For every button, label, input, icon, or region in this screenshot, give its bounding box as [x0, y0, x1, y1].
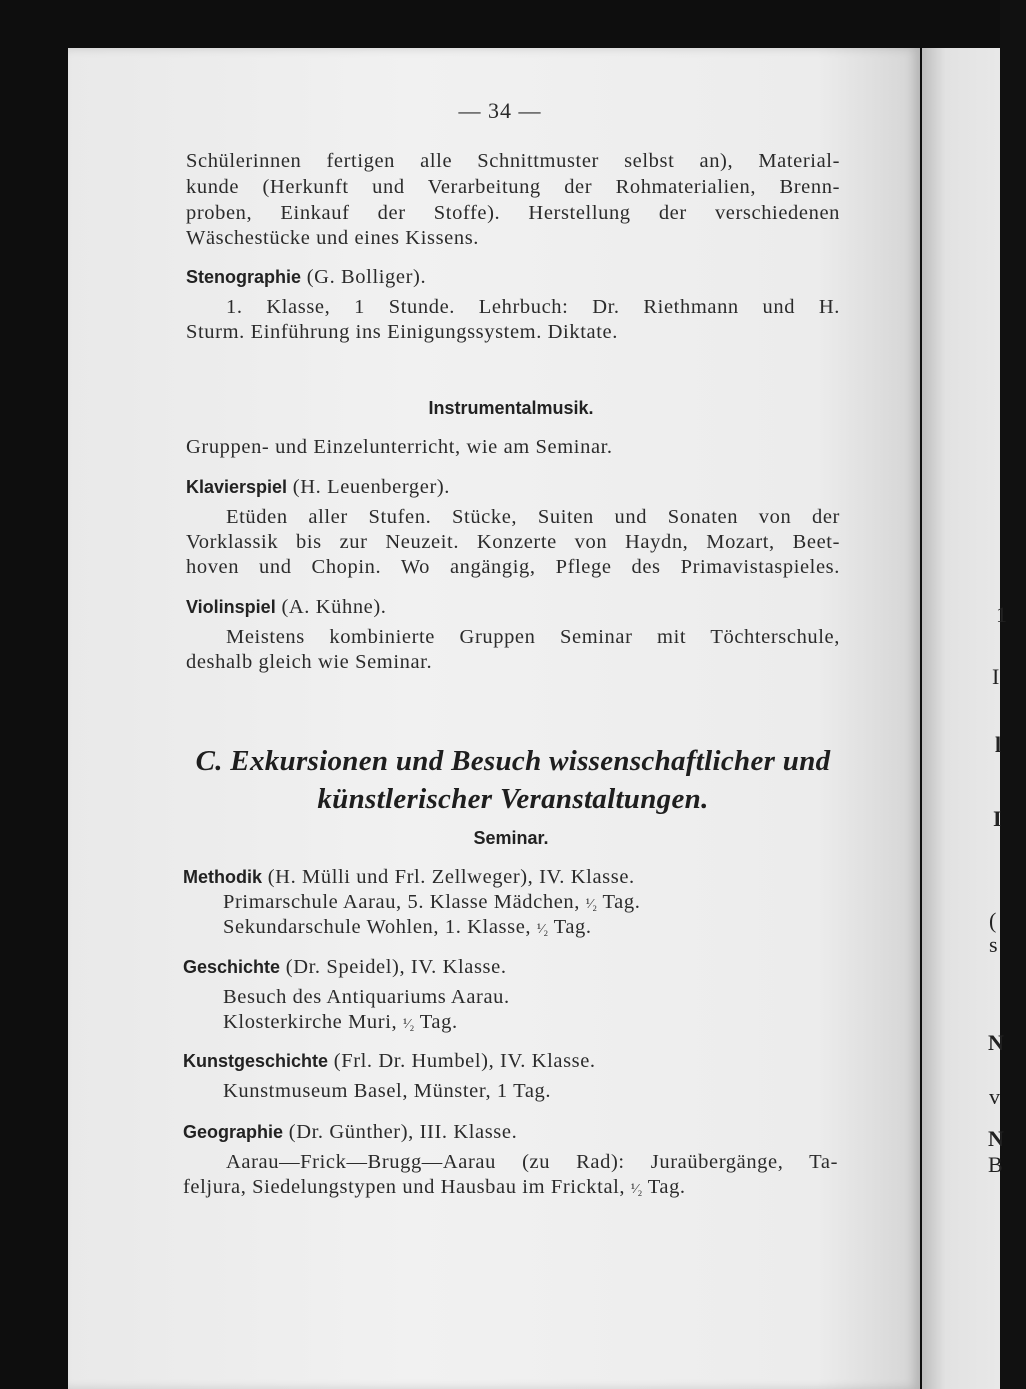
- stenographie-line: Sturm. Einführung ins Einigungssystem. Diktate.: [186, 321, 618, 343]
- geschichte-entry: [183, 956, 507, 979]
- methodik-line-text: Primarschule Aarau, 5. Klasse Mädchen,: [223, 891, 580, 913]
- geographie-line: [183, 1176, 686, 1199]
- geschichte-line-text: Klosterkirche Muri,: [223, 1011, 398, 1033]
- violin-line: Meistens kombinierte Gruppen Seminar mit Töchterschule,: [226, 626, 840, 648]
- edge-char: I: [993, 806, 1002, 831]
- edge-char: 1: [996, 602, 1007, 627]
- intro-line: kunde (Herkunft und Verarbeitung der Rohmaterialien, Brenn-: [186, 176, 840, 198]
- half-fraction: ¹⁄₂: [536, 922, 549, 937]
- stenographie-heading: Stenographie: [186, 267, 302, 287]
- half-fraction: ¹⁄₂: [630, 1182, 643, 1197]
- violin-entry: [186, 596, 387, 619]
- klavier-line: hoven und Chopin. Wo angängig, Pflege des Primavistaspieles.: [186, 556, 840, 578]
- klavier-line: Vorklassik bis zur Neuzeit. Konzerte von Haydn, Mozart, Beet-: [186, 531, 840, 553]
- geographie-heading: Geographie: [183, 1122, 284, 1142]
- tag-word: Tag.: [553, 916, 592, 938]
- instrumentalmusik-title: Instrumentalmusik.: [428, 398, 594, 418]
- half-fraction: ¹⁄₂: [585, 897, 598, 912]
- tag-word: Tag.: [602, 891, 641, 913]
- stenographie-entry: [186, 266, 426, 289]
- methodik-entry: [183, 866, 635, 889]
- klavier-entry: [186, 476, 450, 499]
- edge-char: l: [995, 732, 1002, 757]
- intro-line: Wäschestücke und eines Kissens.: [186, 227, 479, 249]
- violin-teacher: (A. Kühne).: [281, 596, 387, 618]
- klavier-heading: Klavierspiel: [186, 477, 288, 497]
- page-number: — 34 —: [458, 98, 542, 123]
- section-c-title: C. Exkursionen und Besuch wissenschaftlicher und: [195, 745, 831, 777]
- methodik-info: (H. Mülli und Frl. Zellweger), IV. Klasse.: [267, 866, 635, 888]
- kunstgeschichte-line: Kunstmuseum Basel, Münster, 1 Tag.: [223, 1080, 552, 1102]
- kunstgeschichte-entry: [183, 1050, 596, 1073]
- edge-char: N: [988, 1126, 1004, 1151]
- edge-char: s: [989, 932, 998, 957]
- stenographie-line: 1. Klasse, 1 Stunde. Lehrbuch: Dr. Riethmann und H.: [226, 296, 840, 318]
- section-c-title: künstlerischer Veranstaltungen.: [317, 783, 709, 815]
- edge-char: v: [989, 1084, 1000, 1109]
- half-fraction: ¹⁄₂: [402, 1017, 415, 1032]
- stenographie-teacher: (G. Bolliger).: [306, 266, 427, 288]
- geschichte-line: [223, 1011, 458, 1034]
- kunstgeschichte-info: (Frl. Dr. Humbel), IV. Klasse.: [333, 1050, 596, 1072]
- intro-line: Schülerinnen fertigen alle Schnittmuster selbst an), Material-: [186, 150, 840, 172]
- violin-line: deshalb gleich wie Seminar.: [186, 651, 433, 673]
- tag-word: Tag.: [419, 1011, 458, 1033]
- methodik-line-text: Sekundarschule Wohlen, 1. Klasse,: [223, 916, 532, 938]
- geschichte-heading: Geschichte: [183, 957, 281, 977]
- geographie-line: Aarau—Frick—Brugg—Aarau (zu Rad): Juraübergänge, Ta-: [226, 1151, 838, 1173]
- klavier-line: Etüden aller Stufen. Stücke, Suiten und Sonaten von der: [226, 506, 840, 528]
- kunstgeschichte-heading: Kunstgeschichte: [183, 1051, 329, 1071]
- section-c-subtitle: Seminar.: [473, 828, 549, 848]
- methodik-line: [223, 891, 640, 914]
- geographie-entry: [183, 1121, 517, 1144]
- violin-heading: Violinspiel: [186, 597, 276, 617]
- klavier-teacher: (H. Leuenberger).: [292, 476, 451, 498]
- tag-word: Tag.: [647, 1176, 686, 1198]
- intro-line: proben, Einkauf der Stoffe). Herstellung der verschiedenen: [186, 202, 840, 224]
- instrumentalmusik-intro: Gruppen- und Einzelunterricht, wie am Seminar.: [186, 436, 613, 458]
- edge-char: N: [988, 1030, 1004, 1055]
- geographie-info: (Dr. Günther), III. Klasse.: [288, 1121, 518, 1143]
- methodik-line: [223, 916, 592, 939]
- methodik-heading: Methodik: [183, 867, 262, 887]
- edge-char: B: [988, 1152, 1003, 1177]
- edge-char: I: [992, 664, 1000, 689]
- geschichte-line: Besuch des Antiquariums Aarau.: [223, 986, 510, 1008]
- next-page-edge: [922, 48, 1000, 1389]
- geographie-line-text: feljura, Siedelungstypen und Hausbau im Fricktal,: [183, 1176, 626, 1198]
- edge-char: (: [989, 908, 997, 933]
- geschichte-info: (Dr. Speidel), IV. Klasse.: [285, 956, 507, 978]
